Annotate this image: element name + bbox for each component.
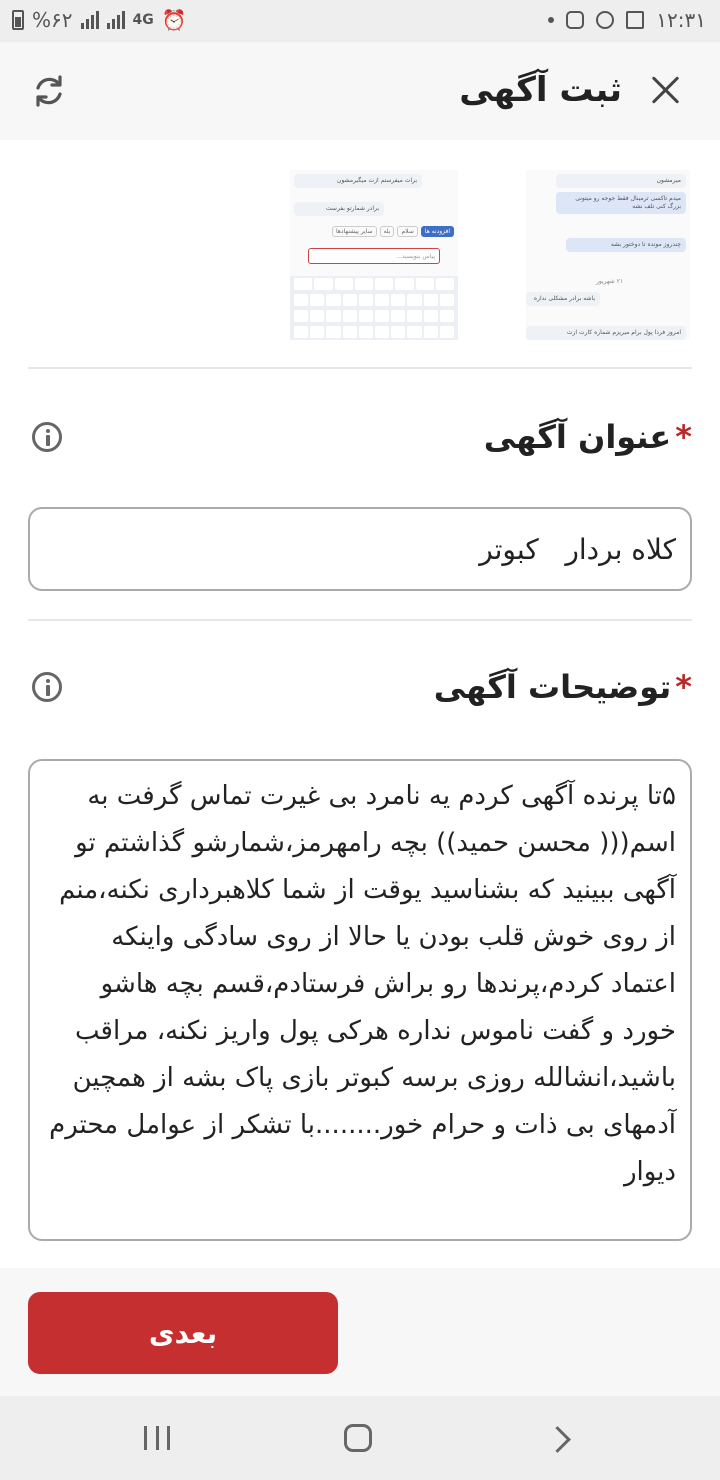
thumbnail-message: برادر شمارتو بفرست [294,202,384,216]
instagram-icon [566,11,584,29]
thumbnail-date: ۲۱ شهریور [596,278,624,285]
thumbnail-message: برات میفرستم ازت میگیرمشون [294,174,422,188]
status-left [12,8,187,32]
footer [0,1268,720,1396]
thumbnail-message: چندروز مونده تا دوختور بشه [566,238,686,252]
image-preview-strip [0,140,720,368]
close-icon[interactable] [648,72,684,108]
whatsapp-icon [596,11,614,29]
thumbnail-keyboard [290,276,458,340]
image-thumbnail[interactable] [290,170,458,340]
section-divider [28,619,692,621]
title-label-text: عنوان آگهی [483,418,672,456]
title-field-label [484,418,692,456]
next-button[interactable]: بعدی [28,1292,338,1374]
network-type: 4G [132,12,154,28]
thumbnail-message: باشه برادر مشکلی نداره [526,292,600,306]
section-divider [28,367,692,369]
notification-dot-icon [548,17,554,23]
thumbnail-chip: افزودنه ها [421,226,454,237]
required-mark: * [675,418,692,456]
signal-icon [81,11,99,29]
description-label-text: توضیحات آگهی [433,668,672,706]
info-icon[interactable] [32,672,62,702]
thumbnail-chip: بله [380,226,395,237]
thumbnail-chip: سایر پیشنهادها [332,226,377,237]
thumbnail-input: پیاس بنویسید... [308,248,440,264]
back-icon[interactable] [544,1426,571,1453]
app-bar [0,42,720,141]
status-bar [0,0,720,42]
battery-percent: %۶۲ [32,8,73,32]
thumbnail-message: میدم تاکسی ترمینال فقط جوجه رو میتونی بزرگ کنی تلف نشه [556,192,686,214]
image-thumbnail[interactable] [526,170,690,340]
battery-icon [12,10,24,30]
thumbnail-chip: سلام [397,226,417,237]
status-right [548,8,706,32]
required-mark: * [675,668,692,706]
thumbnail-chips [294,226,454,237]
recent-apps-icon[interactable] [144,1426,170,1450]
gallery-icon [626,11,644,29]
title-input[interactable] [30,509,690,589]
thumbnail-message: امروز فردا پول برام میریزم شماره کارت ازت [526,326,686,340]
info-icon[interactable] [32,422,62,452]
page-title: ثبت آگهی [459,70,622,110]
description-textarea[interactable] [30,761,690,1239]
thumbnail-header: میرمشون [556,174,686,188]
system-nav-bar [0,1396,720,1480]
description-field-label [434,668,692,706]
title-field[interactable] [28,507,692,591]
signal-icon-2 [107,11,125,29]
clock: ۱۲:۳۱ [656,8,706,32]
home-icon[interactable] [344,1424,372,1452]
alarm-icon: ⏰ [161,8,187,32]
description-field[interactable] [28,759,692,1241]
refresh-icon[interactable] [30,72,68,110]
